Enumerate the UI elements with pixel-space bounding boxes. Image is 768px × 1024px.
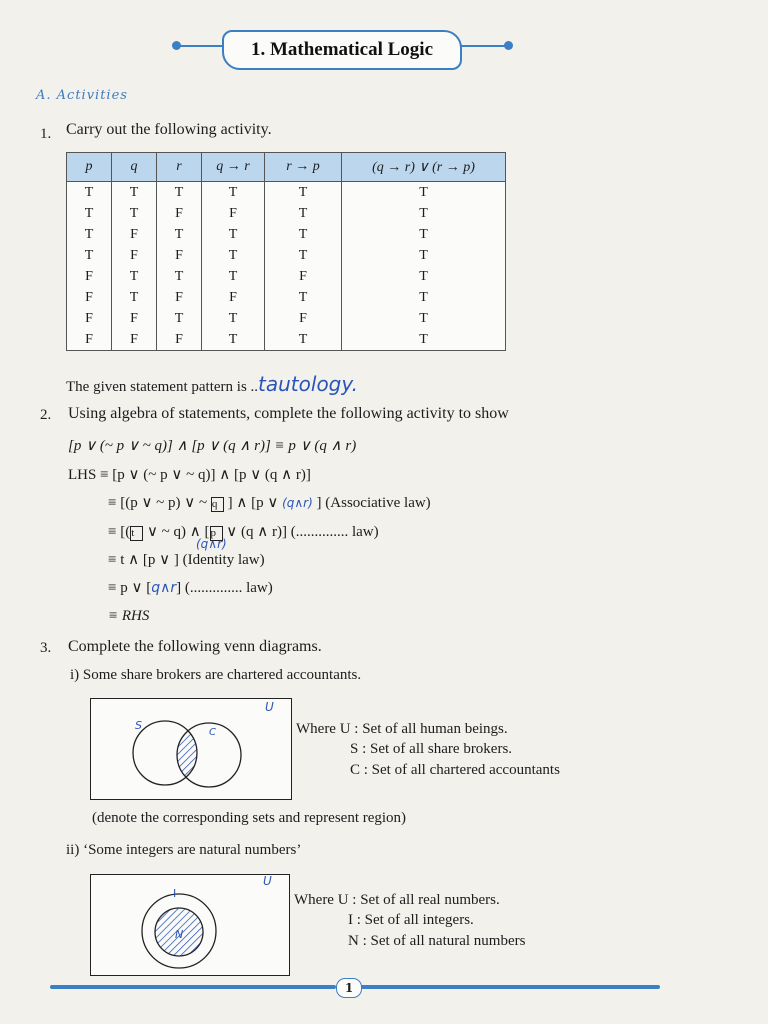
table-row [67,203,506,224]
section-label: A. Activities [36,88,128,103]
venn-1-s-label: S [135,719,142,732]
table-cell: T [342,329,506,351]
table-cell: F [67,266,112,287]
q2-step1: ≡ [(p ∨ ~ p) ∨ ~ q ] ∧ [p ∨ (q∧r) ] (Associative law) [108,495,431,511]
venn-2-i-label: I [173,887,177,900]
table-cell: T [342,203,506,224]
table-cell: F [112,245,157,266]
table-cell: F [112,308,157,329]
table-cell: T [202,245,265,266]
table-cell: F [265,266,342,287]
q3-part2-label: ii) ‘Some integers are natural numbers’ [66,842,302,858]
conclusion-prefix: The given statement pattern is .. [66,379,259,395]
footer-line-left [50,985,336,989]
table-cell: T [112,287,157,308]
col-r: r [157,153,202,182]
q1-conclusion [66,372,358,396]
q2-statement: [p ∨ (~ p ∨ ~ q)] ∧ [p ∨ (q ∧ r)] ≡ p ∨ (q ∧ r) [68,438,357,454]
table-cell: T [67,203,112,224]
venn-1-desc-c: C : Set of all chartered accountants [350,762,560,778]
venn-1-note: (denote the corresponding sets and represent region) [92,810,407,826]
table-cell: T [265,224,342,245]
table-cell: F [265,308,342,329]
chapter-title: 1. Mathematical Logic [222,30,462,70]
table-cell: T [342,266,506,287]
table-cell: T [342,182,506,204]
q3-part1-label: i) Some share brokers are chartered accountants. [70,667,362,683]
footer-line-right [360,985,660,989]
venn-2-desc-n: N : Set of all natural numbers [348,933,526,949]
table-cell: F [112,224,157,245]
table-cell: T [342,224,506,245]
venn-1-universe-label: U [265,700,274,714]
table-row [67,287,506,308]
table-cell: F [157,203,202,224]
truth-table [66,152,506,351]
conclusion-answer: tautology. [258,372,359,396]
table-cell: T [342,245,506,266]
table-cell: F [67,329,112,351]
page-number: 1 [336,978,362,998]
table-cell: T [202,308,265,329]
table-cell: T [157,224,202,245]
step1-hand: (q∧r) [282,496,313,510]
table-cell: T [202,329,265,351]
q2-step2: ≡ [(t ∨ ~ q) ∧ [p ∨ (q ∧ r)] (.............. law) [108,524,379,540]
q2-lhs: LHS ≡ [p ∨ (~ p ∨ ~ q)] ∧ [p ∨ (q ∧ r)] [68,467,311,483]
venn-diagram-2 [90,874,290,976]
venn-2-desc-i: I : Set of all integers. [348,912,474,928]
table-row [67,308,506,329]
table-cell: F [67,287,112,308]
truth-table-header [67,153,506,182]
venn-2-n-label: N [175,928,184,941]
table-cell: F [112,329,157,351]
q2-text: Using algebra of statements, complete the following activity to show [68,405,509,422]
table-row [67,245,506,266]
table-row [67,224,506,245]
table-cell: T [202,182,265,204]
table-row [67,329,506,351]
header-dot-right [504,41,513,50]
table-cell: T [265,182,342,204]
table-cell: F [157,245,202,266]
table-cell: T [202,224,265,245]
q1-number: 1. [40,126,52,142]
q2-step5: ≡ RHS [108,608,150,624]
q1-text: Carry out the following activity. [66,121,272,138]
q3-number: 3. [40,640,52,656]
table-row [67,182,506,204]
table-cell: T [157,308,202,329]
col-q-implies-r: q → r [202,153,265,182]
table-cell: T [112,182,157,204]
venn-1-c-label: C [209,727,216,738]
table-cell: T [112,266,157,287]
table-cell: F [67,308,112,329]
table-cell: F [202,287,265,308]
q2-number: 2. [40,407,52,423]
q2-step4: ≡ p ∨ [q∧r] (.............. law) [108,580,273,596]
table-cell: T [202,266,265,287]
table-cell: T [67,224,112,245]
table-row [67,266,506,287]
header-line-left [178,45,224,47]
table-cell: T [342,287,506,308]
venn-1-desc-s: S : Set of all share brokers. [350,741,513,757]
table-cell: T [265,203,342,224]
table-cell: T [67,245,112,266]
table-cell: F [202,203,265,224]
table-cell: T [112,203,157,224]
table-cell: F [157,329,202,351]
col-q: q [112,153,157,182]
step2-fill-box-2: p [210,526,223,541]
venn-1-svg [91,699,291,799]
table-cell: T [342,308,506,329]
venn-diagram-1 [90,698,292,800]
step1-fill-box: q [211,497,224,512]
table-cell: T [67,182,112,204]
venn-2-desc-u: Where U : Set of all real numbers. [294,892,500,908]
venn-2-universe-label: U [263,875,272,888]
venn-2-svg [91,875,289,975]
header-line-right [456,45,508,47]
venn-1-desc-u: Where U : Set of all human beings. [296,721,508,737]
q3-text: Complete the following venn diagrams. [68,638,322,655]
table-cell: T [157,266,202,287]
table-cell: T [265,287,342,308]
col-disjunction: (q → r) ∨ (r → p) [342,153,506,182]
table-cell: F [157,287,202,308]
step3-hand: (q∧r) [196,537,227,551]
step4-hand: q∧r [151,580,177,596]
table-cell: T [265,329,342,351]
table-cell: T [265,245,342,266]
step2-fill-box-1: t [130,526,143,541]
col-r-implies-p: r → p [265,153,342,182]
col-p: p [67,153,112,182]
q2-step3: ≡ t ∧ [p ∨ ] (Identity law) [108,552,265,568]
table-cell: T [157,182,202,204]
